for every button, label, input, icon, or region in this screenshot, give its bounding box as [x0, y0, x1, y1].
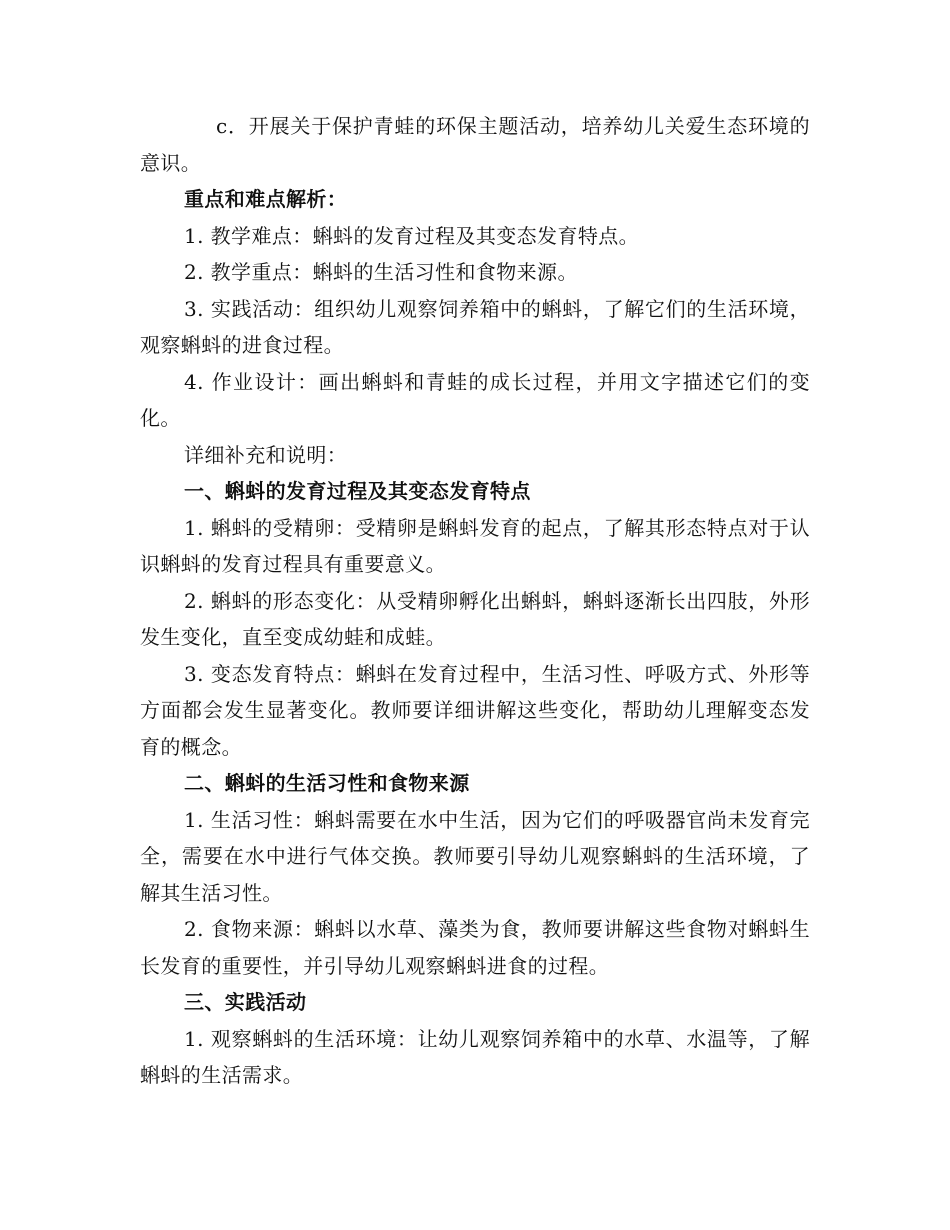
paragraph-s3-item-1: 1. 观察蝌蚪的生活环境：让幼儿观察饲养箱中的水草、水温等，了解蝌蚪的生活需求。	[140, 1026, 810, 1087]
section-1-heading: 一、蝌蚪的发育过程及其变态发育特点	[184, 479, 531, 503]
section-3-heading: 三、实践活动	[184, 990, 307, 1014]
paragraph-s1-item-3: 3. 变态发育特点：蝌蚪在发育过程中，生活习性、呼吸方式、外形等方面都会发生显著变化。教师要详细讲解这些变化，帮助幼儿理解变态发育的概念。	[140, 661, 810, 759]
document-body	[140, 108, 810, 1094]
paragraph-item-2: 2. 教学重点：蝌蚪的生活习性和食物来源。	[184, 260, 578, 284]
paragraph-s1-item-2: 2. 蝌蚪的形态变化：从受精卵孵化出蝌蚪，蝌蚪逐渐长出四肢，外形发生变化，直至变成幼蛙和成蛙。	[140, 588, 810, 649]
details-heading: 详细补充和说明：	[184, 442, 348, 467]
paragraph-item-3: 3. 实践活动：组织幼儿观察饲养箱中的蝌蚪，了解它们的生活环境，观察蝌蚪的进食过程。	[140, 296, 810, 357]
paragraph-s2-item-2: 2. 食物来源：蝌蚪以水草、藻类为食，教师要讲解这些食物对蝌蚪生长发育的重要性，并引导幼儿观察蝌蚪进食的过程。	[140, 917, 810, 978]
key-points-heading: 重点和难点解析：	[184, 187, 348, 211]
paragraph-s1-item-1: 1. 蝌蚪的受精卵：受精卵是蝌蚪发育的起点，了解其形态特点对于认识蝌蚪的发育过程具有重要意义。	[140, 515, 810, 576]
paragraph-c-activity: c．开展关于保护青蛙的环保主题活动，培养幼儿关爱生态环境的意识。	[140, 114, 810, 175]
paragraph-item-1: 1. 教学难点：蝌蚪的发育过程及其变态发育特点。	[184, 223, 640, 248]
paragraph-s2-item-1: 1. 生活习性：蝌蚪需要在水中生活，因为它们的呼吸器官尚未发育完全，需要在水中进行气体交换。教师要引导幼儿观察蝌蚪的生活环境，了解其生活习性。	[140, 807, 810, 905]
paragraph-item-4: 4. 作业设计：画出蝌蚪和青蛙的成长过程，并用文字描述它们的变化。	[140, 369, 810, 430]
section-2-heading: 二、蝌蚪的生活习性和食物来源	[184, 771, 470, 795]
